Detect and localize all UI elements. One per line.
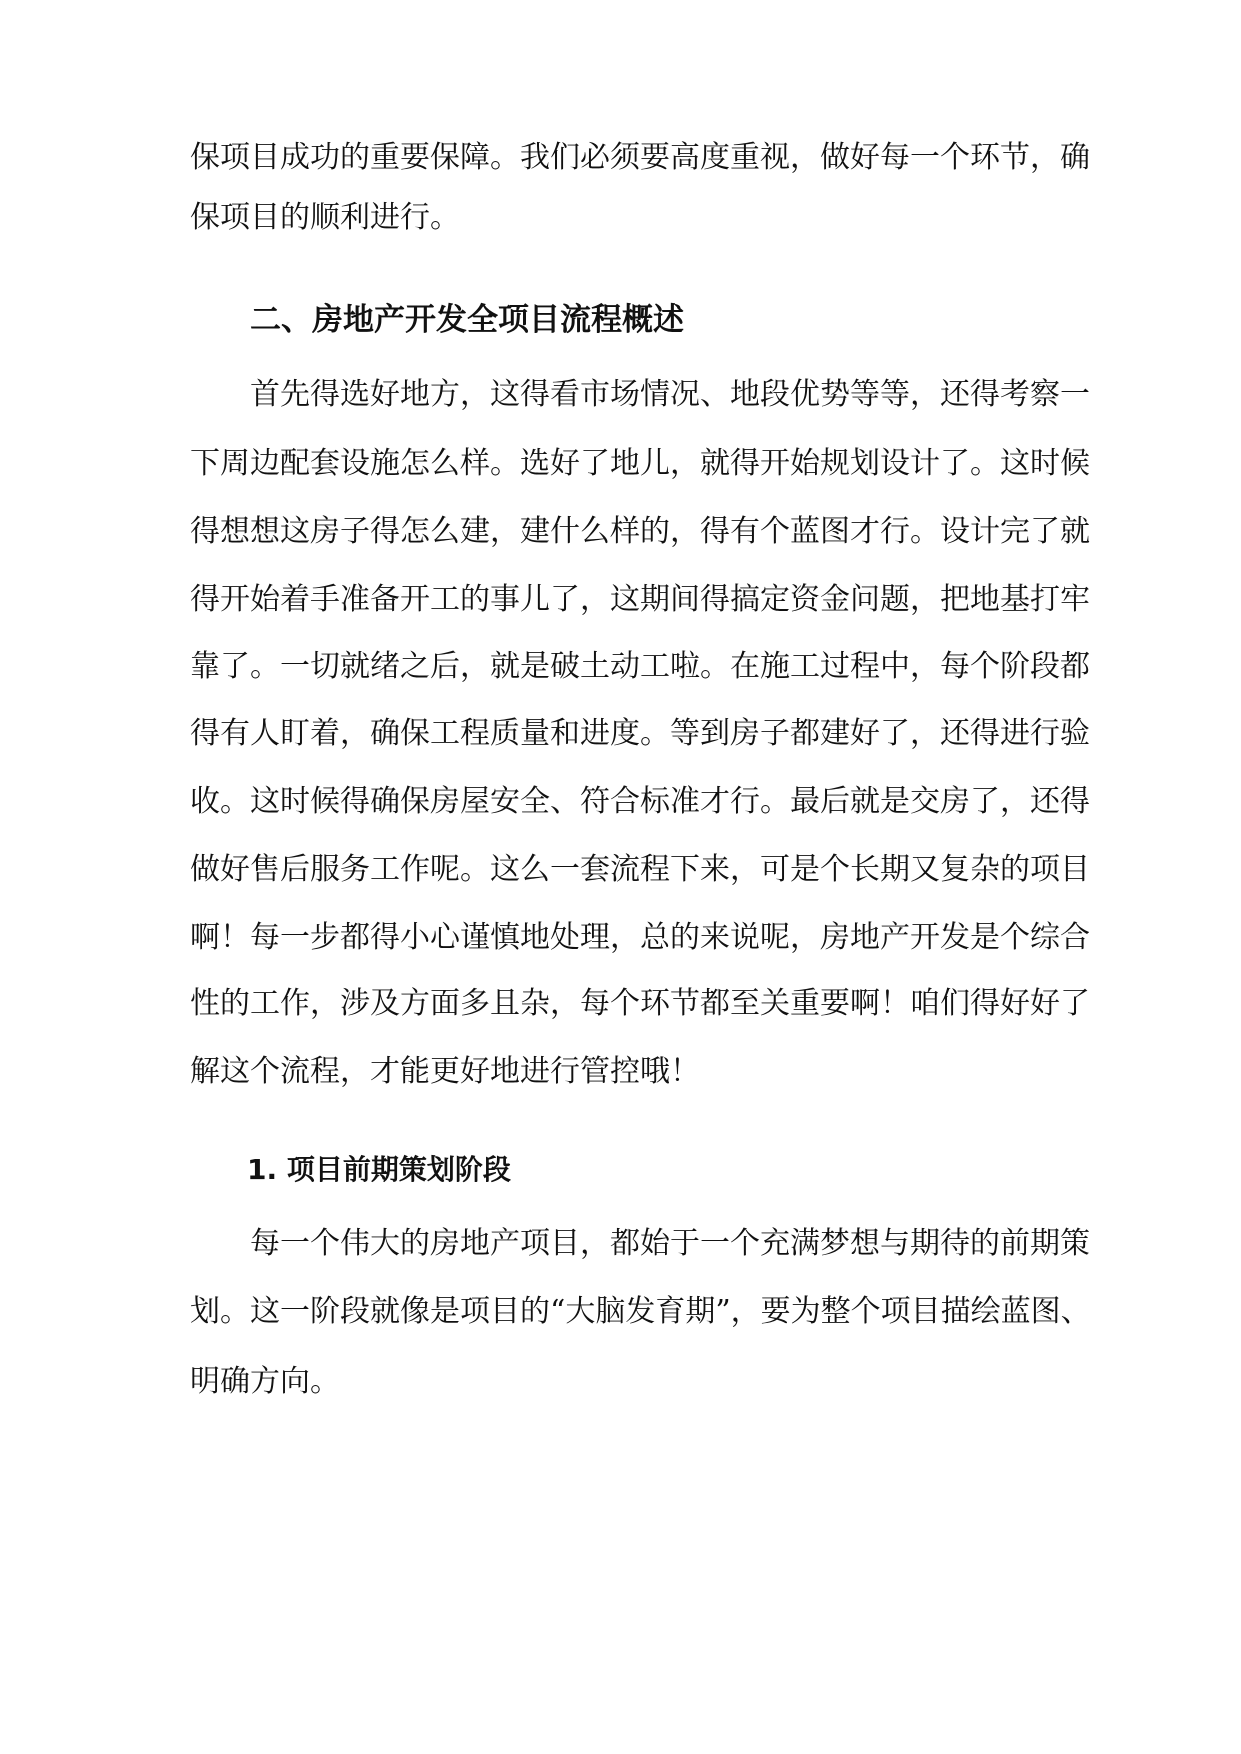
intro-line-1: 保项目成功的重要保障。我们必须要高度重视，做好每一个环节，确 bbox=[190, 140, 1090, 175]
paragraph-line-8: 做好售后服务工作呢。这么一套流程下来，可是个长期又复杂的项目 bbox=[190, 852, 1090, 887]
subsection-heading: 1. 项目前期策划阶段 bbox=[247, 1153, 511, 1186]
paragraph-line-7: 收。这时候得确保房屋安全、符合标准才行。最后就是交房了，还得 bbox=[190, 784, 1090, 819]
paragraph-line-3: 得想想这房子得怎么建，建什么样的，得有个蓝图才行。设计完了就 bbox=[190, 514, 1090, 549]
subsection-line-3: 明确方向。 bbox=[190, 1364, 340, 1399]
subsection-line-1: 每一个伟大的房地产项目，都始于一个充满梦想与期待的前期策 bbox=[250, 1226, 1090, 1261]
subsection-line-2: 划。这一阶段就像是项目的“大脑发育期”，要为整个项目描绘蓝图、 bbox=[190, 1294, 1091, 1329]
paragraph-line-5: 靠了。一切就绪之后，就是破土动工啦。在施工过程中，每个阶段都 bbox=[190, 649, 1090, 684]
intro-line-2: 保项目的顺利进行。 bbox=[190, 200, 460, 235]
paragraph-line-11: 解这个流程，才能更好地进行管控哦！ bbox=[190, 1054, 700, 1089]
section-heading: 二、房地产开发全项目流程概述 bbox=[250, 302, 684, 338]
paragraph-line-2: 下周边配套设施怎么样。选好了地儿，就得开始规划设计了。这时候 bbox=[190, 446, 1090, 481]
paragraph-line-9: 啊！每一步都得小心谨慎地处理，总的来说呢，房地产开发是个综合 bbox=[190, 920, 1090, 955]
paragraph-line-4: 得开始着手准备开工的事儿了，这期间得搞定资金问题，把地基打牢 bbox=[190, 582, 1090, 617]
paragraph-line-1: 首先得选好地方，这得看市场情况、地段优势等等，还得考察一 bbox=[250, 377, 1090, 412]
paragraph-line-6: 得有人盯着，确保工程质量和进度。等到房子都建好了，还得进行验 bbox=[190, 716, 1090, 751]
paragraph-line-10: 性的工作，涉及方面多且杂，每个环节都至关重要啊！咱们得好好了 bbox=[190, 986, 1090, 1021]
